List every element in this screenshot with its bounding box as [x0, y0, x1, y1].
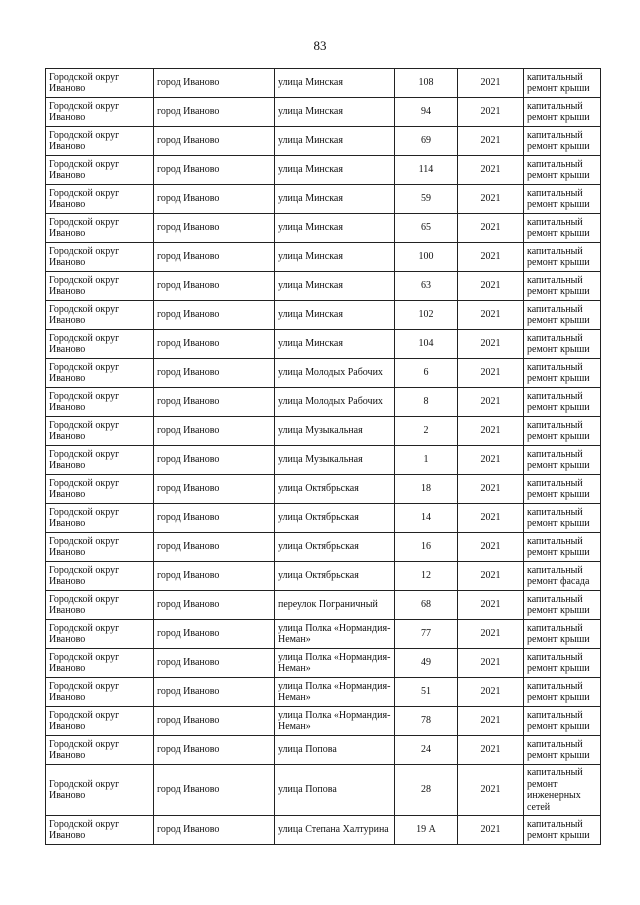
work-type-cell: капитальный ремонт крыши: [524, 359, 601, 388]
city-cell: город Иваново: [154, 417, 275, 446]
street-cell: улица Полка «Нормандия-Неман»: [275, 678, 395, 707]
house-number-cell: 63: [395, 272, 458, 301]
city-cell: город Иваново: [154, 707, 275, 736]
table-row: [46, 591, 601, 620]
street-cell: улица Октябрьская: [275, 475, 395, 504]
table-row: [46, 272, 601, 301]
year-cell: 2021: [458, 736, 524, 765]
year-cell: 2021: [458, 591, 524, 620]
street-cell: улица Октябрьская: [275, 533, 395, 562]
district-cell: Городской округ Иваново: [46, 678, 154, 707]
work-type-cell: капитальный ремонт крыши: [524, 214, 601, 243]
work-type-cell: капитальный ремонт крыши: [524, 504, 601, 533]
table-row: [46, 301, 601, 330]
house-number-cell: 108: [395, 69, 458, 98]
district-cell: Городской округ Иваново: [46, 98, 154, 127]
house-number-cell: 68: [395, 591, 458, 620]
work-type-cell: капитальный ремонт крыши: [524, 475, 601, 504]
work-type-cell: капитальный ремонт крыши: [524, 736, 601, 765]
table-row: [46, 388, 601, 417]
house-number-cell: 14: [395, 504, 458, 533]
street-cell: улица Попова: [275, 765, 395, 816]
registry-table-body: [46, 69, 601, 845]
city-cell: город Иваново: [154, 475, 275, 504]
year-cell: 2021: [458, 533, 524, 562]
district-cell: Городской округ Иваново: [46, 707, 154, 736]
street-cell: улица Музыкальная: [275, 446, 395, 475]
street-cell: улица Минская: [275, 243, 395, 272]
district-cell: Городской округ Иваново: [46, 272, 154, 301]
work-type-cell: капитальный ремонт крыши: [524, 417, 601, 446]
table-row: [46, 214, 601, 243]
district-cell: Городской округ Иваново: [46, 359, 154, 388]
house-number-cell: 78: [395, 707, 458, 736]
table-row: [46, 707, 601, 736]
year-cell: 2021: [458, 156, 524, 185]
table-row: [46, 185, 601, 214]
year-cell: 2021: [458, 98, 524, 127]
table-row: [46, 620, 601, 649]
district-cell: Городской округ Иваново: [46, 301, 154, 330]
street-cell: улица Полка «Нормандия-Неман»: [275, 620, 395, 649]
city-cell: город Иваново: [154, 504, 275, 533]
work-type-cell: капитальный ремонт крыши: [524, 301, 601, 330]
house-number-cell: 51: [395, 678, 458, 707]
house-number-cell: 49: [395, 649, 458, 678]
house-number-cell: 59: [395, 185, 458, 214]
work-type-cell: капитальный ремонт крыши: [524, 330, 601, 359]
city-cell: город Иваново: [154, 214, 275, 243]
district-cell: Городской округ Иваново: [46, 446, 154, 475]
district-cell: Городской округ Иваново: [46, 388, 154, 417]
house-number-cell: 77: [395, 620, 458, 649]
table-row: [46, 127, 601, 156]
street-cell: улица Минская: [275, 301, 395, 330]
city-cell: город Иваново: [154, 649, 275, 678]
year-cell: 2021: [458, 649, 524, 678]
district-cell: Городской округ Иваново: [46, 504, 154, 533]
house-number-cell: 65: [395, 214, 458, 243]
house-number-cell: 69: [395, 127, 458, 156]
city-cell: город Иваново: [154, 620, 275, 649]
house-number-cell: 114: [395, 156, 458, 185]
work-type-cell: капитальный ремонт крыши: [524, 388, 601, 417]
city-cell: город Иваново: [154, 69, 275, 98]
work-type-cell: капитальный ремонт крыши: [524, 649, 601, 678]
street-cell: улица Минская: [275, 272, 395, 301]
street-cell: улица Октябрьская: [275, 562, 395, 591]
street-cell: улица Минская: [275, 69, 395, 98]
work-type-cell: капитальный ремонт крыши: [524, 127, 601, 156]
street-cell: улица Полка «Нормандия-Неман»: [275, 707, 395, 736]
street-cell: улица Полка «Нормандия-Неман»: [275, 649, 395, 678]
house-number-cell: 104: [395, 330, 458, 359]
year-cell: 2021: [458, 69, 524, 98]
house-number-cell: 16: [395, 533, 458, 562]
table-row: [46, 156, 601, 185]
house-number-cell: 102: [395, 301, 458, 330]
street-cell: улица Минская: [275, 185, 395, 214]
table-row: [46, 243, 601, 272]
page-number: 83: [313, 38, 327, 53]
year-cell: 2021: [458, 417, 524, 446]
city-cell: город Иваново: [154, 446, 275, 475]
table-row: [46, 649, 601, 678]
work-type-cell: капитальный ремонт фасада: [524, 562, 601, 591]
district-cell: Городской округ Иваново: [46, 214, 154, 243]
year-cell: 2021: [458, 330, 524, 359]
work-type-cell: капитальный ремонт крыши: [524, 678, 601, 707]
table-row: [46, 678, 601, 707]
year-cell: 2021: [458, 620, 524, 649]
district-cell: Городской округ Иваново: [46, 533, 154, 562]
city-cell: город Иваново: [154, 388, 275, 417]
table-row: [46, 446, 601, 475]
city-cell: город Иваново: [154, 98, 275, 127]
table-row: [46, 533, 601, 562]
house-number-cell: 19 А: [395, 816, 458, 845]
work-type-cell: капитальный ремонт крыши: [524, 69, 601, 98]
house-number-cell: 8: [395, 388, 458, 417]
year-cell: 2021: [458, 243, 524, 272]
city-cell: город Иваново: [154, 816, 275, 845]
table-row: [46, 504, 601, 533]
work-type-cell: капитальный ремонт крыши: [524, 98, 601, 127]
year-cell: 2021: [458, 388, 524, 417]
city-cell: город Иваново: [154, 185, 275, 214]
table-row: [46, 736, 601, 765]
house-number-cell: 6: [395, 359, 458, 388]
year-cell: 2021: [458, 707, 524, 736]
street-cell: улица Минская: [275, 127, 395, 156]
year-cell: 2021: [458, 359, 524, 388]
street-cell: улица Молодых Рабочих: [275, 359, 395, 388]
work-type-cell: капитальный ремонт крыши: [524, 620, 601, 649]
street-cell: улица Музыкальная: [275, 417, 395, 446]
registry-table: [45, 68, 601, 845]
house-number-cell: 1: [395, 446, 458, 475]
work-type-cell: капитальный ремонт крыши: [524, 816, 601, 845]
street-cell: улица Молодых Рабочих: [275, 388, 395, 417]
work-type-cell: капитальный ремонт крыши: [524, 272, 601, 301]
street-cell: улица Октябрьская: [275, 504, 395, 533]
district-cell: Городской округ Иваново: [46, 765, 154, 816]
street-cell: улица Попова: [275, 736, 395, 765]
table-row: [46, 69, 601, 98]
street-cell: улица Степана Халтурина: [275, 816, 395, 845]
city-cell: город Иваново: [154, 591, 275, 620]
district-cell: Городской округ Иваново: [46, 185, 154, 214]
city-cell: город Иваново: [154, 301, 275, 330]
city-cell: город Иваново: [154, 678, 275, 707]
city-cell: город Иваново: [154, 765, 275, 816]
house-number-cell: 100: [395, 243, 458, 272]
house-number-cell: 24: [395, 736, 458, 765]
table-row: [46, 475, 601, 504]
table-row: [46, 816, 601, 845]
work-type-cell: капитальный ремонт крыши: [524, 185, 601, 214]
district-cell: Городской округ Иваново: [46, 649, 154, 678]
house-number-cell: 28: [395, 765, 458, 816]
district-cell: Городской округ Иваново: [46, 620, 154, 649]
district-cell: Городской округ Иваново: [46, 156, 154, 185]
city-cell: город Иваново: [154, 272, 275, 301]
city-cell: город Иваново: [154, 533, 275, 562]
year-cell: 2021: [458, 214, 524, 243]
work-type-cell: капитальный ремонт инженерных сетей: [524, 765, 601, 816]
year-cell: 2021: [458, 272, 524, 301]
city-cell: город Иваново: [154, 243, 275, 272]
street-cell: переулок Пограничный: [275, 591, 395, 620]
work-type-cell: капитальный ремонт крыши: [524, 533, 601, 562]
city-cell: город Иваново: [154, 330, 275, 359]
house-number-cell: 94: [395, 98, 458, 127]
year-cell: 2021: [458, 475, 524, 504]
year-cell: 2021: [458, 678, 524, 707]
street-cell: улица Минская: [275, 98, 395, 127]
street-cell: улица Минская: [275, 214, 395, 243]
year-cell: 2021: [458, 765, 524, 816]
work-type-cell: капитальный ремонт крыши: [524, 707, 601, 736]
city-cell: город Иваново: [154, 562, 275, 591]
district-cell: Городской округ Иваново: [46, 127, 154, 156]
table-row: [46, 98, 601, 127]
year-cell: 2021: [458, 185, 524, 214]
district-cell: Городской округ Иваново: [46, 591, 154, 620]
city-cell: город Иваново: [154, 736, 275, 765]
house-number-cell: 2: [395, 417, 458, 446]
district-cell: Городской округ Иваново: [46, 475, 154, 504]
work-type-cell: капитальный ремонт крыши: [524, 243, 601, 272]
year-cell: 2021: [458, 816, 524, 845]
district-cell: Городской округ Иваново: [46, 417, 154, 446]
table-row: [46, 765, 601, 816]
work-type-cell: капитальный ремонт крыши: [524, 591, 601, 620]
table-row: [46, 359, 601, 388]
district-cell: Городской округ Иваново: [46, 562, 154, 591]
district-cell: Городской округ Иваново: [46, 330, 154, 359]
house-number-cell: 12: [395, 562, 458, 591]
district-cell: Городской округ Иваново: [46, 736, 154, 765]
table-row: [46, 562, 601, 591]
district-cell: Городской округ Иваново: [46, 243, 154, 272]
house-number-cell: 18: [395, 475, 458, 504]
year-cell: 2021: [458, 504, 524, 533]
table-row: [46, 330, 601, 359]
city-cell: город Иваново: [154, 127, 275, 156]
street-cell: улица Минская: [275, 156, 395, 185]
street-cell: улица Минская: [275, 330, 395, 359]
district-cell: Городской округ Иваново: [46, 816, 154, 845]
table-row: [46, 417, 601, 446]
year-cell: 2021: [458, 562, 524, 591]
district-cell: Городской округ Иваново: [46, 69, 154, 98]
city-cell: город Иваново: [154, 359, 275, 388]
year-cell: 2021: [458, 301, 524, 330]
year-cell: 2021: [458, 127, 524, 156]
work-type-cell: капитальный ремонт крыши: [524, 156, 601, 185]
city-cell: город Иваново: [154, 156, 275, 185]
work-type-cell: капитальный ремонт крыши: [524, 446, 601, 475]
year-cell: 2021: [458, 446, 524, 475]
